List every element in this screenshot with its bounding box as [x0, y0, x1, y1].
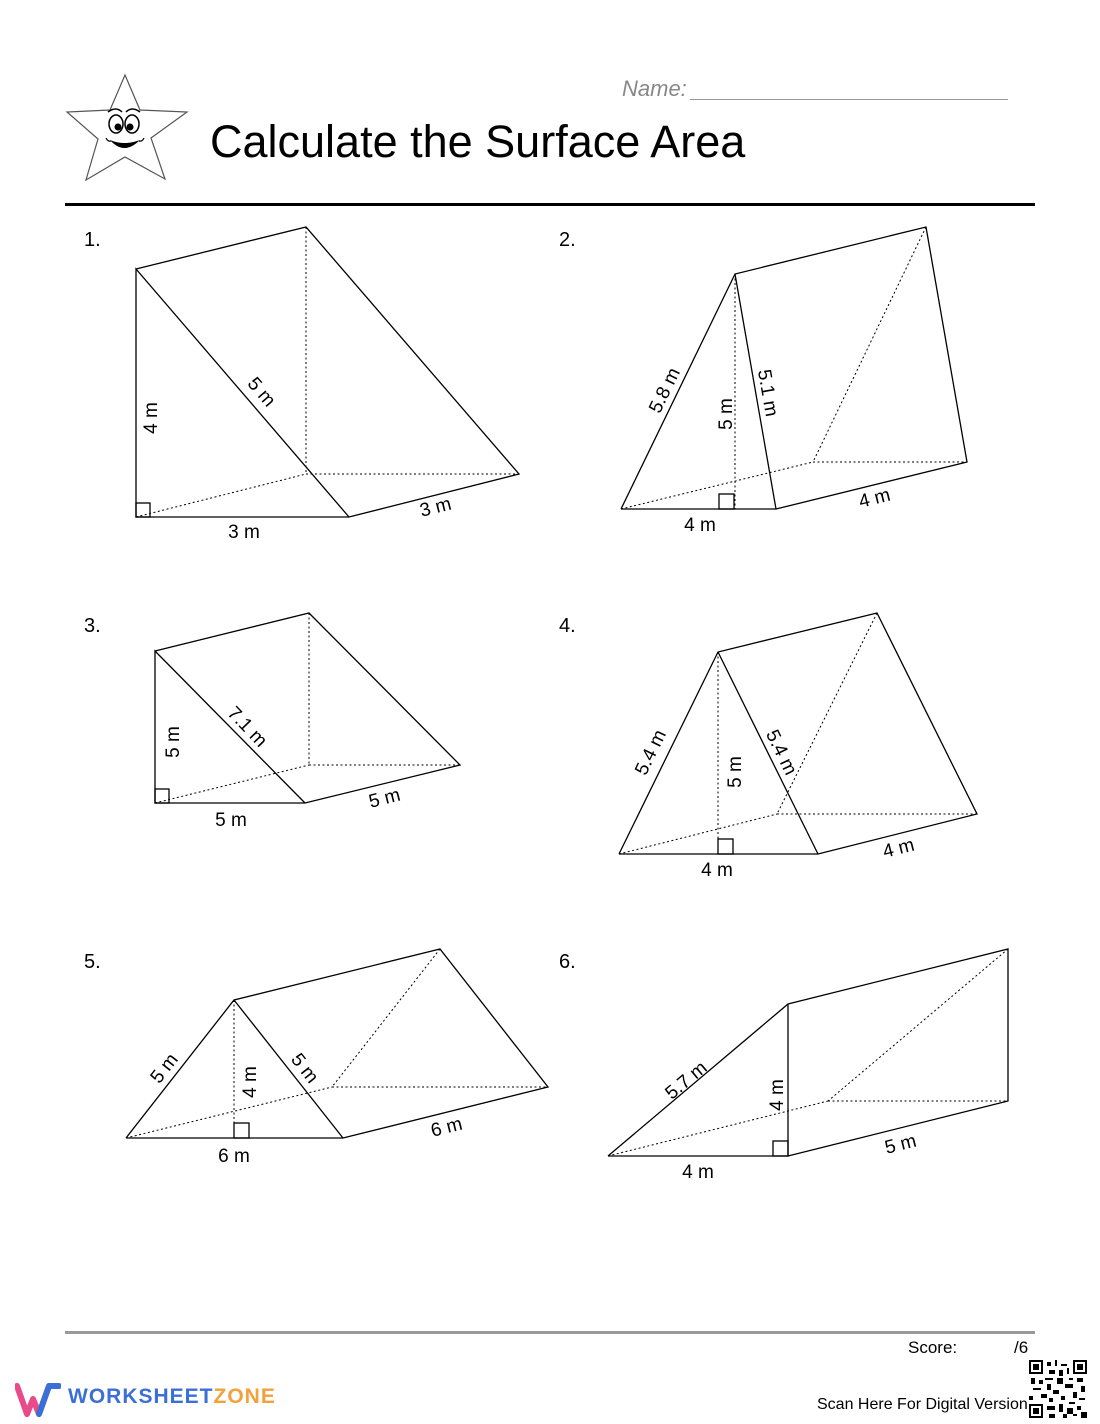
- dim-label: 3 m: [417, 493, 454, 522]
- brand-part2: ZONE: [213, 1385, 276, 1408]
- dim-label: 5 m: [366, 784, 403, 813]
- dim-label: 5 m: [215, 810, 247, 831]
- name-label: Name:: [622, 76, 687, 101]
- dim-label: 5.4 m: [761, 726, 801, 779]
- dim-label: 5 m: [882, 1130, 919, 1159]
- dim-label: 7.1 m: [222, 702, 272, 752]
- dim-label: 4 m: [767, 1079, 788, 1111]
- dim-label: 4 m: [141, 402, 162, 434]
- scan-text: Scan Here For Digital Version: [817, 1396, 1028, 1413]
- worksheetzone-logo-icon: [15, 1383, 61, 1417]
- dim-label: 5.8 m: [645, 364, 685, 417]
- dim-label: 5 m: [286, 1049, 323, 1088]
- problem-number-6: 6.: [559, 951, 576, 973]
- dim-label: 5 m: [146, 1049, 183, 1088]
- qr-code-icon[interactable]: [1029, 1360, 1087, 1418]
- dim-label: 4 m: [682, 1162, 714, 1183]
- problem-number-1: 1.: [84, 229, 101, 251]
- dim-label: 5.7 m: [661, 1057, 712, 1105]
- brand-part1: WORKSHEET: [68, 1385, 214, 1408]
- problem-number-2: 2.: [559, 229, 576, 251]
- dim-label: 5.1 m: [752, 367, 782, 419]
- dim-label: 4 m: [880, 834, 917, 863]
- problem-number-4: 4.: [559, 615, 576, 637]
- dim-label: 5 m: [163, 726, 184, 758]
- dim-label: 6 m: [218, 1146, 250, 1167]
- dim-label: 6 m: [428, 1113, 465, 1142]
- problem-number-5: 5.: [84, 951, 101, 973]
- dim-label: 3 m: [228, 522, 260, 543]
- score-label: Score:: [908, 1338, 958, 1357]
- dim-label: 5 m: [716, 398, 737, 430]
- dim-label: 4 m: [240, 1066, 261, 1098]
- problem-number-3: 3.: [84, 615, 101, 637]
- score-total: /6: [1014, 1338, 1029, 1357]
- footer-divider: [65, 1331, 1035, 1334]
- dim-label: 5 m: [242, 373, 280, 412]
- dim-label: 4 m: [701, 860, 733, 881]
- dim-label: 4 m: [684, 515, 716, 536]
- dim-label: 4 m: [856, 484, 893, 513]
- dim-label: 5.4 m: [631, 726, 671, 779]
- brand-name: [68, 1385, 276, 1409]
- page-title: Calculate the Surface Area: [210, 116, 746, 167]
- dim-label: 5 m: [725, 756, 746, 788]
